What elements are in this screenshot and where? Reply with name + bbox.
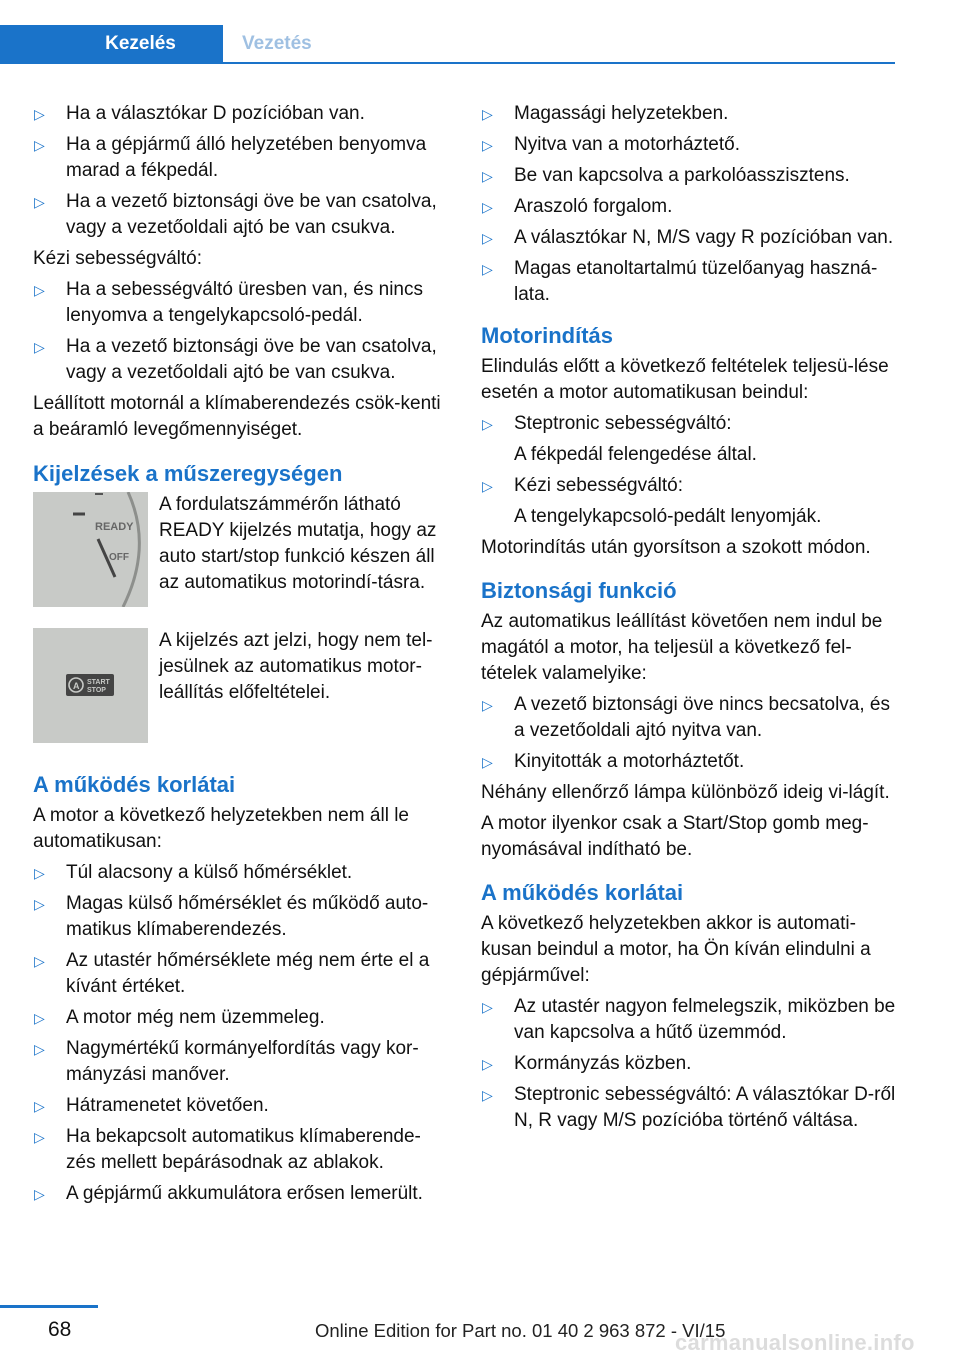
list-item: ▷ A vezető biztonsági öve nincs becsatolva, és a vezetőoldali ajtó nyitva van. (482, 694, 891, 741)
paragraph: A motor ilyenkor csak a Start/Stop gomb meg-nyomásával indítható be. (481, 813, 869, 860)
list-item: ▷ Túl alacsony a külső hőmérséklet. (33, 860, 449, 886)
triangle-bullet-icon: ▷ (482, 261, 493, 277)
paragraph: Leállított motornál a klímaberendezés csök-kenti a beáramló levegőmennyiséget. (33, 393, 441, 440)
section-heading-displays: Kijelzések a műszeregységen (33, 461, 343, 486)
tab-vezetes[interactable]: Vezetés (242, 32, 312, 54)
list-item: ▷ Magassági helyzetekben. (481, 101, 897, 127)
paragraph: A motor a következő helyzetekben nem áll le automatikusan: (33, 805, 409, 852)
list-item: ▷ A választókar N, M/S vagy R pozícióban van. (481, 225, 897, 251)
list-item: ▷ Magas külső hőmérséklet és működő auto-matikus klímaberendezés. (34, 893, 429, 940)
triangle-bullet-icon: ▷ (482, 199, 493, 215)
triangle-bullet-icon: ▷ (482, 1087, 493, 1103)
start-label: START (87, 679, 110, 686)
paragraph: Elindulás előtt a következő feltételek teljesü-lése esetén a motor automatikusan beindul: (481, 356, 889, 403)
triangle-bullet-icon: ▷ (34, 953, 45, 969)
figure-start-stop-text: A kijelzés azt jelzi, hogy nem tel-jesülnek az automatikus motor-leállítás előfeltételei. (159, 630, 433, 703)
list-item: ▷ Hátramenetet követően. (33, 1093, 449, 1119)
figure-start-stop (33, 628, 449, 743)
list-item: ▷ Kézi sebességváltó: A tengelykapcsoló-pedált lenyomják. (481, 473, 897, 530)
list-item: ▷ Az utastér nagyon felmelegszik, miközben be van kapcsolva a hűtő üzemmód. (482, 996, 896, 1043)
paragraph: Az automatikus leállítást követően nem indul be magától a motor, ha teljesül a következő fel-tételek valamelyike: (481, 611, 883, 684)
triangle-bullet-icon: ▷ (34, 1129, 45, 1145)
section-heading-safety: Biztonsági funkció (481, 578, 677, 603)
list-item: ▷ Be van kapcsolva a parkolóasszisztens. (481, 163, 897, 189)
left-list-1 (33, 101, 449, 241)
triangle-bullet-icon: ▷ (482, 230, 493, 246)
tab-kezeles[interactable]: Kezelés (0, 25, 223, 62)
figure-ready-text: A fordulatszámmérőn látható READY kijelzés mutatja, hogy az auto start/stop funkció készen áll az automatikus motorindí-tásra. (159, 494, 437, 593)
list-item: ▷ Ha a gépjármű álló helyzetében benyomva marad a fékpedál. (34, 134, 427, 181)
list-item: ▷ Steptronic sebességváltó: A választókar D-ről N, R vagy M/S pozícióba történő váltása. (482, 1084, 896, 1131)
right-list-3 (481, 692, 897, 775)
list-item: ▷ Ha a sebességváltó üresben van, és nincs lenyomva a tengelykapcsoló-pedál. (34, 279, 423, 326)
list-item: ▷ Steptronic sebességváltó: A fékpedál felengedése által. (481, 411, 897, 468)
right-list-1 (481, 101, 897, 308)
section-heading-limits-2: A működés korlátai (481, 880, 684, 905)
stop-label: STOP (87, 687, 106, 694)
section-heading-engine-start: Motorindítás (481, 323, 613, 348)
start-stop-indicator-image (33, 628, 148, 743)
right-list-2 (481, 411, 897, 530)
page-number: 68 (48, 1318, 72, 1341)
ready-label: READY (95, 521, 134, 533)
triangle-bullet-icon: ▷ (34, 1010, 45, 1026)
list-item: ▷ Araszoló forgalom. (481, 194, 897, 220)
list-item: ▷ Az utastér hőmérséklete még nem érte el a kívánt értéket. (34, 950, 430, 997)
header-tab-bar (0, 25, 895, 64)
triangle-bullet-icon: ▷ (34, 1186, 45, 1202)
watermark: carmanualsonline.info (675, 1330, 915, 1355)
paragraph: Motorindítás után gyorsítson a szokott módon. (481, 537, 871, 558)
list-item: ▷ Kinyitották a motorháztetőt. (481, 749, 897, 775)
footer-accent-line (0, 1305, 98, 1308)
triangle-bullet-icon: ▷ (482, 754, 493, 770)
paragraph: Néhány ellenőrző lámpa különböző ideig vi-lágít. (481, 782, 890, 803)
list-item: ▷ Ha bekapcsolt automatikus klímaberende-zés mellett bepárásodnak az ablakok. (34, 1126, 421, 1173)
list-item: ▷ Ha a vezető biztonsági öve be van csatolva, vagy a vezetőoldali ajtó be van csukva. (34, 191, 437, 238)
list-item: ▷ Ha a választókar D pozícióban van. (33, 101, 449, 127)
triangle-bullet-icon: ▷ (482, 697, 493, 713)
tachometer-ready-image (33, 492, 148, 607)
list-item: ▷ Kormányzás közben. (481, 1051, 897, 1077)
left-list-2 (33, 277, 449, 386)
start-stop-a-glyph: A (73, 681, 80, 691)
triangle-bullet-icon: ▷ (34, 106, 45, 122)
edition-text: Online Edition for Part no. 01 40 2 963 872 - VI/15 (315, 1320, 726, 1341)
paragraph: A következő helyzetekben akkor is automati-kusan beindul a motor, ha Ön kíván elindulni a gépjárművel: (481, 913, 871, 986)
triangle-bullet-icon: ▷ (482, 137, 493, 153)
triangle-bullet-icon: ▷ (482, 1056, 493, 1072)
figure-ready (33, 492, 449, 607)
list-sub-item: A fékpedál felengedése által. (514, 444, 757, 465)
triangle-bullet-icon: ▷ (482, 999, 493, 1015)
right-column (481, 101, 897, 1134)
triangle-bullet-icon: ▷ (34, 1041, 45, 1057)
list-sub-item: A tengelykapcsoló-pedált lenyomják. (514, 506, 822, 527)
left-column (33, 101, 449, 1207)
triangle-bullet-icon: ▷ (482, 168, 493, 184)
triangle-bullet-icon: ▷ (34, 194, 45, 210)
triangle-bullet-icon: ▷ (34, 1098, 45, 1114)
triangle-bullet-icon: ▷ (34, 339, 45, 355)
left-list-3 (33, 860, 449, 1207)
triangle-bullet-icon: ▷ (482, 106, 493, 122)
triangle-bullet-icon: ▷ (482, 416, 493, 432)
triangle-bullet-icon: ▷ (34, 137, 45, 153)
list-item: ▷ Nyitva van a motorháztető. (481, 132, 897, 158)
triangle-bullet-icon: ▷ (34, 282, 45, 298)
triangle-bullet-icon: ▷ (34, 865, 45, 881)
manual-gearbox-label: Kézi sebességváltó: (33, 248, 202, 269)
list-item: ▷ Ha a vezető biztonsági öve be van csatolva, vagy a vezetőoldali ajtó be van csukva. (34, 336, 437, 383)
triangle-bullet-icon: ▷ (34, 896, 45, 912)
list-item: ▷ A gépjármű akkumulátora erősen lemerült. (33, 1181, 449, 1207)
right-list-4 (481, 994, 897, 1134)
off-label: OFF (109, 552, 129, 563)
list-item: ▷ Magas etanoltartalmú tüzelőanyag haszná-lata. (482, 258, 878, 305)
triangle-bullet-icon: ▷ (482, 478, 493, 494)
section-heading-limits: A működés korlátai (33, 772, 236, 797)
list-item: ▷ A motor még nem üzemmeleg. (33, 1005, 449, 1031)
list-item: ▷ Nagymértékű kormányelfordítás vagy kor-mányzási manőver. (34, 1038, 419, 1085)
